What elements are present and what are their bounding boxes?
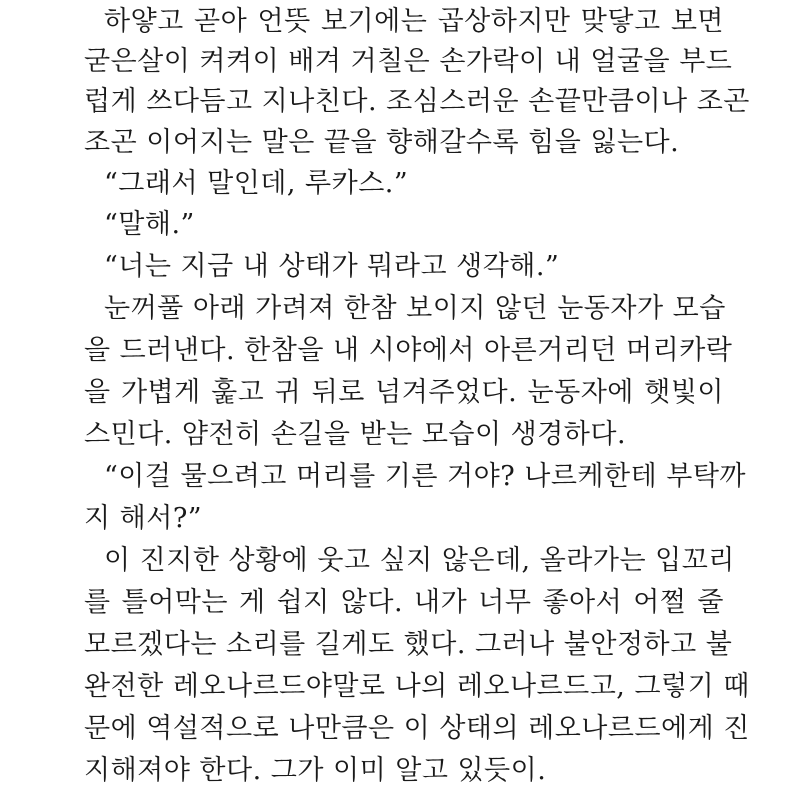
dialogue-line: 지 해서?”: [84, 503, 203, 534]
text-line: 을 드러낸다. 한참을 내 시야에서 아른거리던 머리카락: [84, 335, 733, 366]
text-line: 모르겠다는 소리를 길게도 했다. 그러나 불안정하고 불: [84, 629, 733, 660]
text-line: 를 틀어막는 게 쉽지 않다. 내가 너무 좋아서 어쩔 줄: [84, 587, 724, 618]
dialogue-line: “말해.”: [104, 209, 195, 240]
text-line: 조곤 이어지는 말은 끝을 향해갈수록 힘을 잃는다.: [84, 127, 680, 158]
dialogue-line: “그래서 말인데, 루카스.”: [104, 168, 409, 199]
text-line: 스민다. 얌전히 손길을 받는 모습이 생경하다.: [84, 419, 627, 450]
text-line: 하얗고 곧아 언뜻 보기에는 곱상하지만 맞닿고 보면: [104, 6, 724, 37]
text-line: 굳은살이 켜켜이 배겨 거칠은 손가락이 내 얼굴을 부드: [84, 46, 733, 77]
text-line: 문에 역설적으로 나만큼은 이 상태의 레오나르드에게 진: [84, 713, 750, 744]
dialogue-line: “너는 지금 내 상태가 뭐라고 생각해.”: [104, 251, 560, 282]
text-line: 완전한 레오나르드야말로 나의 레오나르드고, 그렇기 때: [84, 671, 750, 702]
text-line: 럽게 쓰다듬고 지나친다. 조심스러운 손끝만큼이나 조곤: [84, 86, 750, 117]
dialogue-line: “이걸 물으려고 머리를 기른 거야? 나르케한테 부탁까: [104, 461, 746, 492]
text-line: 지해져야 한다. 그가 이미 알고 있듯이.: [84, 755, 547, 786]
text-line: 이 진지한 상황에 웃고 싶지 않은데, 올라가는 입꼬리: [104, 545, 735, 576]
text-line: 눈꺼풀 아래 가려져 한참 보이지 않던 눈동자가 모습: [104, 293, 726, 324]
text-line: 을 가볍게 훑고 귀 뒤로 넘겨주었다. 눈동자에 햇빛이: [84, 377, 724, 408]
